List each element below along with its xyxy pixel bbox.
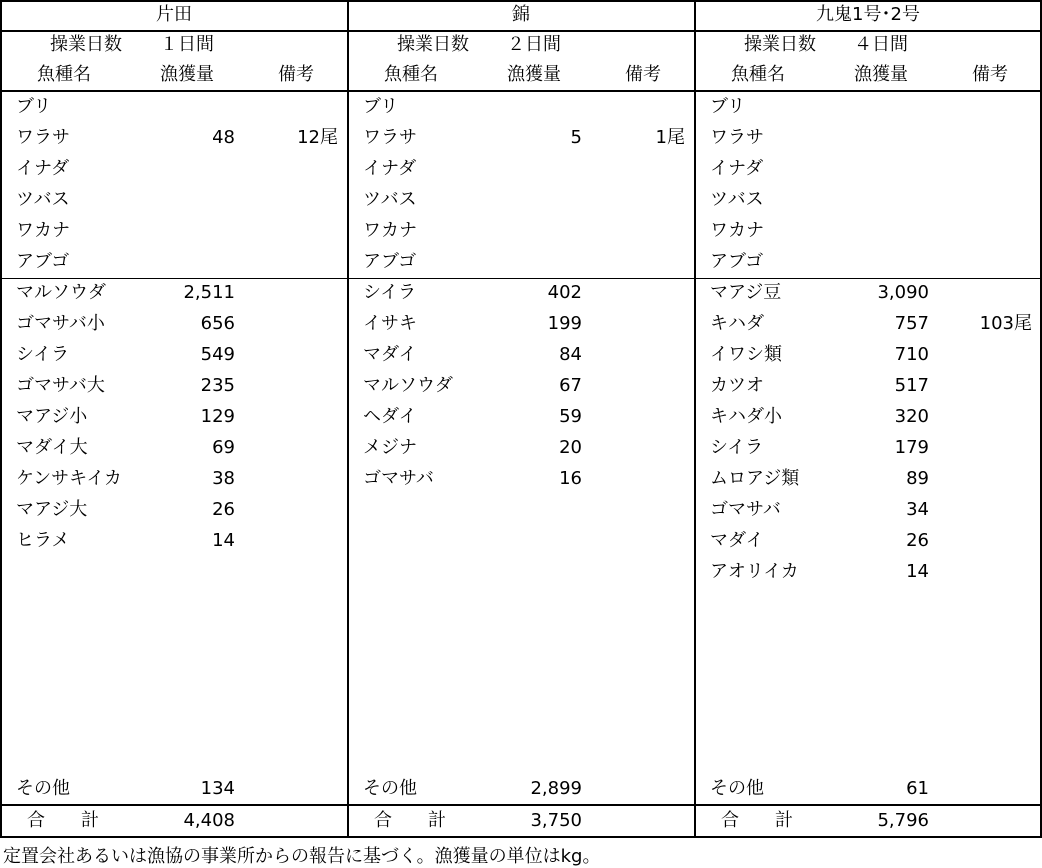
species-name: マアジ豆 — [710, 282, 782, 303]
note-value: 103尾 — [979, 313, 1032, 334]
total-value: 5,796 — [877, 810, 929, 831]
other-label: その他 — [710, 778, 764, 799]
header-catch: 漁獲量 — [160, 64, 214, 85]
species-name: マダイ — [710, 530, 764, 551]
catch-value: 2,511 — [183, 282, 235, 303]
species-name: ムロアジ類 — [710, 468, 800, 489]
catch-value: 59 — [559, 406, 582, 427]
catch-value: 549 — [200, 344, 235, 365]
species-name: シイラ — [363, 282, 417, 303]
species-name: キハダ — [710, 313, 764, 334]
catch-value: 235 — [200, 375, 235, 396]
species-name: ツバス — [710, 189, 764, 210]
species-name: マアジ小 — [16, 406, 88, 427]
catch-value: 5 — [570, 127, 582, 148]
species-name: メジナ — [363, 437, 417, 458]
other-value: 134 — [200, 778, 235, 799]
species-name: マダイ大 — [16, 437, 88, 458]
column-title: 錦 — [512, 4, 530, 25]
other-value: 61 — [906, 778, 929, 799]
species-name: ケンサキイカ — [16, 468, 122, 489]
species-name: アオリイカ — [710, 561, 799, 582]
rule-bottom — [0, 836, 1042, 838]
header-species: 魚種名 — [731, 64, 785, 85]
note-value: 1尾 — [655, 127, 685, 148]
species-name: ツバス — [363, 189, 417, 210]
catch-value: 710 — [894, 344, 929, 365]
species-name: イナダ — [16, 158, 70, 179]
species-name: ワカナ — [710, 220, 764, 241]
catch-value: 179 — [894, 437, 929, 458]
species-name: ワラサ — [710, 127, 764, 148]
species-name: イサキ — [363, 313, 417, 334]
catch-value: 26 — [906, 530, 929, 551]
species-name: ゴマサバ小 — [16, 313, 105, 334]
species-name: ブリ — [363, 96, 399, 117]
other-value: 2,899 — [530, 778, 582, 799]
days-label: 操業日数 — [397, 34, 469, 55]
species-name: シイラ — [16, 344, 70, 365]
header-note: 備考 — [625, 64, 661, 85]
species-name: ヘダイ — [363, 406, 417, 427]
total-label: 合 計 — [374, 810, 446, 831]
other-label: その他 — [16, 778, 70, 799]
days-label: 操業日数 — [744, 34, 816, 55]
catch-value: 48 — [212, 127, 235, 148]
catch-value: 14 — [212, 530, 235, 551]
other-label: その他 — [363, 778, 417, 799]
catch-value: 69 — [212, 437, 235, 458]
species-name: マダイ — [363, 344, 417, 365]
species-name: イナダ — [710, 158, 764, 179]
catch-value: 199 — [547, 313, 582, 334]
catch-value: 3,090 — [877, 282, 929, 303]
catch-value: 84 — [559, 344, 582, 365]
header-note: 備考 — [972, 64, 1008, 85]
species-name: マルソウダ — [16, 282, 106, 303]
rule-yellowtail — [0, 278, 1042, 279]
catch-value: 89 — [906, 468, 929, 489]
catch-value: 757 — [894, 313, 929, 334]
total-value: 4,408 — [183, 810, 235, 831]
species-name: イナダ — [363, 158, 417, 179]
header-species: 魚種名 — [384, 64, 438, 85]
catch-value: 34 — [906, 499, 929, 520]
header-catch: 漁獲量 — [507, 64, 561, 85]
species-name: ヒラメ — [16, 530, 70, 551]
catch-value: 67 — [559, 375, 582, 396]
species-name: カツオ — [710, 375, 764, 396]
species-name: ツバス — [16, 189, 70, 210]
rule-header — [0, 90, 1042, 92]
catch-value: 517 — [894, 375, 929, 396]
days-value: １日間 — [160, 34, 214, 55]
species-name: アブゴ — [16, 251, 70, 272]
rule-other — [0, 804, 1042, 806]
species-name: ゴマサバ大 — [16, 375, 105, 396]
column-title: 片田 — [156, 4, 192, 25]
total-label: 合 計 — [27, 810, 99, 831]
species-name: ワラサ — [16, 127, 70, 148]
catch-value: 16 — [559, 468, 582, 489]
catch-value: 656 — [200, 313, 235, 334]
header-note: 備考 — [278, 64, 314, 85]
catch-value: 20 — [559, 437, 582, 458]
species-name: アブゴ — [363, 251, 417, 272]
species-name: キハダ小 — [710, 406, 782, 427]
species-name: ゴマサバ — [710, 499, 781, 520]
rule-title — [0, 30, 1042, 32]
species-name: ワラサ — [363, 127, 417, 148]
species-name: マアジ大 — [16, 499, 88, 520]
catch-value: 402 — [547, 282, 582, 303]
header-catch: 漁獲量 — [854, 64, 908, 85]
rule-top — [0, 0, 1042, 2]
species-name: アブゴ — [710, 251, 764, 272]
days-value: ４日間 — [854, 34, 908, 55]
species-name: マルソウダ — [363, 375, 453, 396]
species-name: ブリ — [16, 96, 52, 117]
header-species: 魚種名 — [37, 64, 91, 85]
species-name: ゴマサバ — [363, 468, 434, 489]
days-value: ２日間 — [507, 34, 561, 55]
days-label: 操業日数 — [50, 34, 122, 55]
catch-value: 26 — [212, 499, 235, 520]
note-value: 12尾 — [297, 127, 338, 148]
catch-value: 320 — [894, 406, 929, 427]
catch-value: 38 — [212, 468, 235, 489]
total-value: 3,750 — [530, 810, 582, 831]
catch-value: 14 — [906, 561, 929, 582]
catch-value: 129 — [200, 406, 235, 427]
column-title: 九鬼1号･2号 — [816, 4, 920, 25]
species-name: シイラ — [710, 437, 764, 458]
total-label: 合 計 — [721, 810, 793, 831]
species-name: ワカナ — [16, 220, 70, 241]
species-name: イワシ類 — [710, 344, 782, 365]
species-name: ワカナ — [363, 220, 417, 241]
species-name: ブリ — [710, 96, 746, 117]
footnote: 定置会社あるいは漁協の事業所からの報告に基づく。漁獲量の単位はkg。 — [3, 846, 601, 867]
